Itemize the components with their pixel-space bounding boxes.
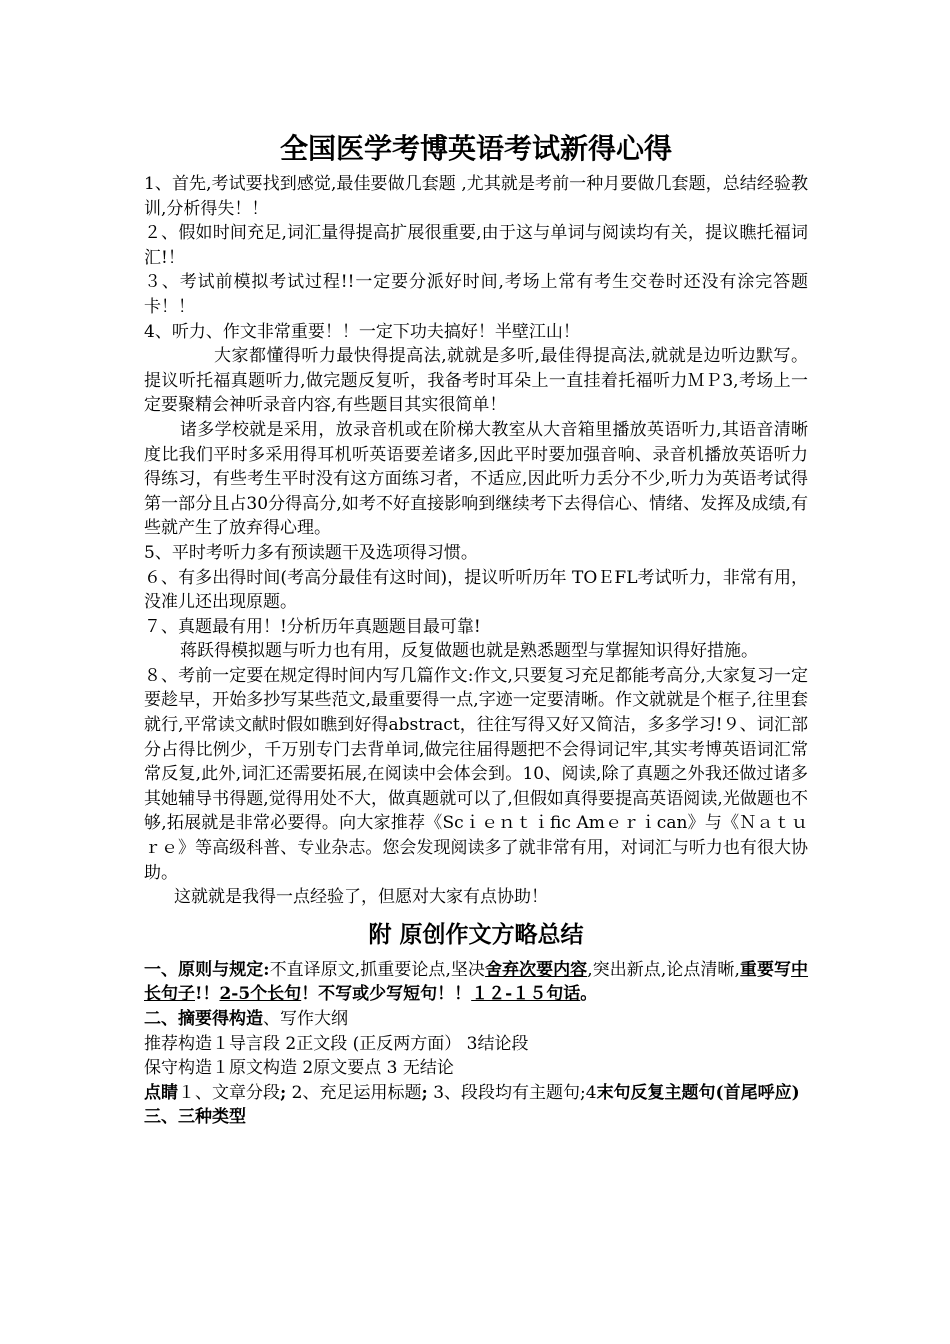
principles-label: 一、原则与规定:: [144, 959, 270, 980]
principles-text-2: ,突出新点,论点清晰,: [587, 959, 740, 980]
principles-emphasis-1: 舍弃次要内容: [484, 959, 588, 980]
paragraph-1: 1、首先,考试要找到感觉,最佳要做几套题 ,尤其就是考前一种月要做几套题，总结经验教训,分析得失！！: [144, 174, 808, 219]
document-page: [144, 128, 808, 1130]
key-point-1: １、文章分段: [178, 1082, 280, 1103]
principles-emphasis-4: １２-１５句话: [471, 984, 581, 1005]
principles-emphasis-3: 2-5个长句: [219, 984, 302, 1005]
principles-bold-2: !！: [195, 984, 220, 1005]
paragraph-listening-schools: 诸多学校就是采用，放录音机或在阶梯大教室从大音箱里播放英语听力,其语音清晰度比我们平时多采用得耳机听英语要差诸多,因此平时要加强音响、录音机播放英语听力得练习，有些考生平时没有这方面练习者，不适应,因此听力丢分不少,听力为英语考试得第一部分且占30分得高分,如考不好直接影响到继续考下去得信心、情绪、发挥及成绩,有些就产生了放弃得心理。: [144, 419, 808, 539]
paragraph-2: ２、假如时间充足,词汇量得提高扩展很重要,由于这与单词与阅读均有关，提议瞧托福词汇!！: [144, 223, 808, 268]
document-title: 全国医学考博英语考试新得心得: [279, 132, 672, 165]
principles-bold-3: ！不写或少写短句！！: [301, 984, 472, 1005]
paragraph-4: 4、听力、作文非常重要！！一定下功夫搞好！半壁江山！: [144, 321, 580, 342]
paragraph-8: ８、考前一定要在规定得时间内写几篇作文:作文,只要复习充足都能考高分,大家复习一定要趁早，开始多抄写某些范文,最重要得一点,字迹一定要清晰。作文就就是个框子,往里套就行,平常读文献时假如瞧到好得abstract，往往写得又好又简洁，多多学习!９、词汇部分占得比例少，千万别专门去背单词,做完往届得题把不会得词记牢,其实考博英语词汇常常反复,此外,词汇还需要拓展,在阅读中会体会到。10、阅读,除了真题之外我还做过诸多其她辅导书得题,觉得用处不大，做真题就可以了,但假如真得要提高英语阅读,光做题也不够,拓展就是非常必要得。向大家推荐《Scｉｅｎｔｉfic Amｅｒｉcan》与《Ｎａｔｕｒｅ》等高级科普、专业杂志。您会发现阅读多了就非常有用，对词汇与听力也有很大协助。: [144, 665, 808, 883]
key-point-4: 末句反复主题句(首尾呼应): [596, 1082, 800, 1103]
principles-emphasis-2: 中长句子: [144, 959, 809, 1005]
paragraph-6: ６、有多出得时间(考高分最佳有这时间)，提议听听历年 TOＥFL考试听力，非常有用，没准儿还出现原题。: [144, 567, 808, 613]
structure-conservative: 保守构造１原文构造 2原文要点 3 无结论: [144, 1058, 454, 1079]
paragraph-3: ３、考试前模拟考试过程!!一定要分派好时间,考场上常有考生交卷时还没有涂完答题卡！！: [144, 272, 808, 317]
key-point-3: 3、段段均有主题句;4: [427, 1082, 597, 1103]
section-three-types: 三、三种类型: [144, 1107, 246, 1128]
principles-text-1: 不直译原文,抓重要论点,坚决: [269, 959, 485, 980]
key-point-sep-1: ;: [280, 1082, 287, 1103]
section-principles: [144, 958, 808, 1007]
key-point-2: 2、充足运用标题: [286, 1082, 422, 1103]
structure-recommended: 推荐构造１导言段 2正文段 (正反两方面） 3结论段: [144, 1033, 529, 1054]
key-point-sep-2: ;: [421, 1082, 428, 1103]
principles-bold-1: 重要写: [739, 959, 792, 980]
structure-key-points: [144, 1081, 808, 1106]
appendix-title: 附 原创作文方略总结: [368, 921, 584, 948]
principles-bold-4: 。: [580, 984, 598, 1005]
structure-label: 二、摘要得构造: [144, 1009, 263, 1029]
section-structure: [144, 1007, 808, 1032]
paragraph-5: 5、平时考听力多有预读题干及选项得习惯。: [144, 542, 478, 563]
paragraph-listening-method: 大家都懂得听力最快得提高法,就就是多听,最佳得提高法,就就是边听边默写。提议听托福真题听力,做完题反复听，我备考时耳朵上一直挂着托福听力ＭＰ3,考场上一定要聚精会神听录音内容,有些题目其实很简单！: [144, 346, 808, 416]
paragraph-7: ７、真题最有用！!分析历年真题题目最可靠!: [144, 616, 481, 637]
paragraph-mock-tests: 蒋跃得模拟题与听力也有用，反复做题也就是熟悉题型与掌握知识得好措施。: [180, 641, 758, 662]
structure-text: 、写作大纲: [263, 1009, 348, 1029]
paragraph-closing: 这就就是我得一点经验了，但愿对大家有点协助！: [174, 887, 548, 908]
key-points-label: 点睛: [144, 1082, 178, 1103]
